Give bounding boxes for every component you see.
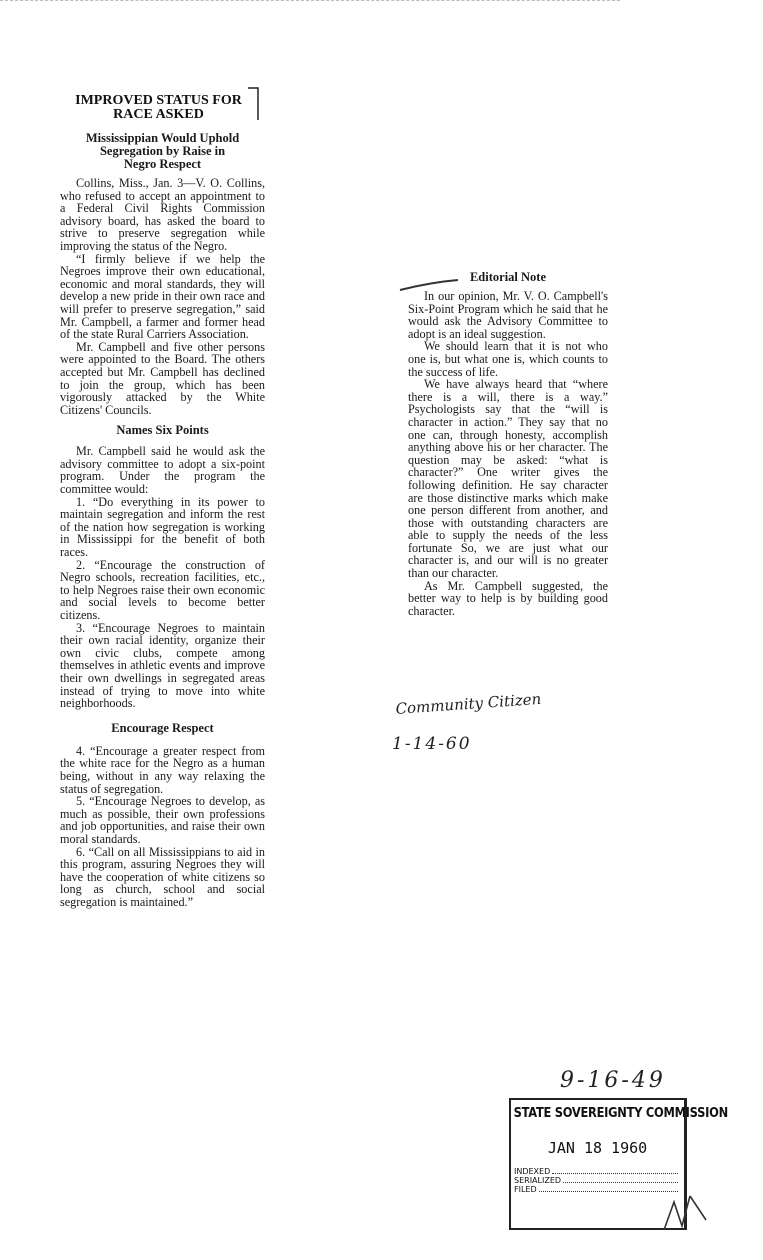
headline-bracket-mark bbox=[246, 86, 262, 122]
section-heading-six-points: Names Six Points bbox=[116, 423, 209, 438]
article-paragraph: 5. “Encourage Negroes to develop, as much as possible, their own professions and job opportunities, and raise their own moral standards. bbox=[60, 794, 265, 846]
stamp-row-filed bbox=[514, 1185, 684, 1194]
article-paragraph: “I firmly believe if we help the Negroes improve their own educational, economic and moral standards, they will develop a new pride in their own race and will prefer to preserve segregation,” said Mr. Campbell, a farmer and former head of the state Rural Carriers Association. bbox=[60, 251, 265, 342]
article-paragraph: 4. “Encourage a greater respect from the white race for the Negro as a human being, without in any way relaxing the status of segregation. bbox=[60, 743, 265, 796]
editorial-paragraph: In our opinion, Mr. V. O. Campbell's Six-Point Program which he said that he would ask the Advisory Committee to adopt is an ideal suggestion. bbox=[408, 289, 608, 341]
stamp-row-label: SERIALIZED bbox=[514, 1176, 562, 1185]
editorial-paragraph: We have always heard that “where there is a will, there is a way.” Psychologists say that the “will is character in action.” They say that no one can, through honesty, accomplish anything above his or her character. The question may be asked: “what is character?” One writer gives the following definition. He say character are those distinctive marks which make one person different from another, and those with outstanding characters are able to supply the needs of the less fortunate So, we are just what our character is, and our will is no greater than our character. bbox=[408, 377, 608, 581]
stamp-row-label: FILED bbox=[514, 1185, 537, 1194]
subhead-line-1: Mississippian Would Uphold bbox=[85, 131, 240, 145]
article-column bbox=[60, 94, 265, 908]
section-heading-encourage-respect: Encourage Respect bbox=[111, 720, 214, 735]
article-paragraph: 3. “Encourage Negroes to maintain their own racial identity, organize their own civic clubs, compete among themselves in athletic events and improve their own dwellings in segregated areas instead of trying to move into white neighborhoods. bbox=[60, 620, 265, 711]
stamp-rows bbox=[511, 1157, 684, 1194]
article-paragraph: 6. “Call on all Mississippians to aid in this program, assuring Negroes they will have the cooperation of white citizens so long as church, school and social segregation is maintained.” bbox=[60, 844, 265, 909]
article-subheadline bbox=[60, 132, 265, 171]
stamp-row-indexed bbox=[514, 1167, 684, 1176]
editorial-title: Editorial Note bbox=[469, 270, 547, 284]
scan-top-border bbox=[0, 0, 620, 1]
article-paragraph: Collins, Miss., Jan. 3—V. O. Collins, who refused to accept an appointment to a Federal Civil Rights Commission advisory board, has asked the board to strive to preserve segregation while improving the status of the Negro. bbox=[60, 176, 265, 253]
subhead-line-3: Negro Respect bbox=[123, 157, 202, 171]
article-paragraph: 1. “Do everything in its power to maintain segregation and inform the rest of the nation how segregation is working in Mississippi for the benefit of both races. bbox=[60, 494, 265, 560]
stamp-row-label: INDEXED bbox=[514, 1167, 551, 1176]
article-paragraph: 2. “Encourage the construction of Negro schools, recreation facilities, etc., to help Negroes raise their own economic and social levels to become better citizens. bbox=[60, 557, 265, 622]
handwritten-initials-mark bbox=[660, 1190, 710, 1234]
pen-arrow-mark bbox=[398, 276, 462, 294]
handwritten-file-number: 9-16-49 bbox=[560, 1068, 666, 1093]
handwritten-source: Community Citizen bbox=[395, 689, 542, 718]
editorial-paragraph: As Mr. Campbell suggested, the better way to help is by building good character. bbox=[408, 578, 608, 618]
handwritten-clip-date: 1-14-60 bbox=[392, 734, 472, 754]
stamp-row-serialized bbox=[514, 1176, 684, 1185]
subhead-line-2: Segregation by Raise in bbox=[99, 144, 226, 158]
stamp-date: JAN 18 1960 bbox=[547, 1139, 648, 1157]
editorial-column bbox=[408, 271, 608, 617]
stamp-title: STATE SOVEREIGNTY COMMISSION bbox=[513, 1106, 728, 1121]
article-paragraph: Mr. Campbell said he would ask the advisory committee to adopt a six-point program. Under the program the committee would: bbox=[60, 444, 265, 497]
headline-line-2: RACE ASKED bbox=[113, 107, 204, 122]
article-paragraph: Mr. Campbell and five other persons were appointed to the Board. The others accepted but Mr. Campbell has declined to join the group, which has been vigorously attacked by the White Citizens' Councils. bbox=[60, 339, 265, 417]
editorial-paragraph: We should learn that it is not who one is, but what one is, which counts to the success of life. bbox=[408, 339, 608, 379]
headline-line-1: IMPROVED STATUS FOR bbox=[75, 93, 242, 108]
article-headline bbox=[60, 94, 265, 122]
